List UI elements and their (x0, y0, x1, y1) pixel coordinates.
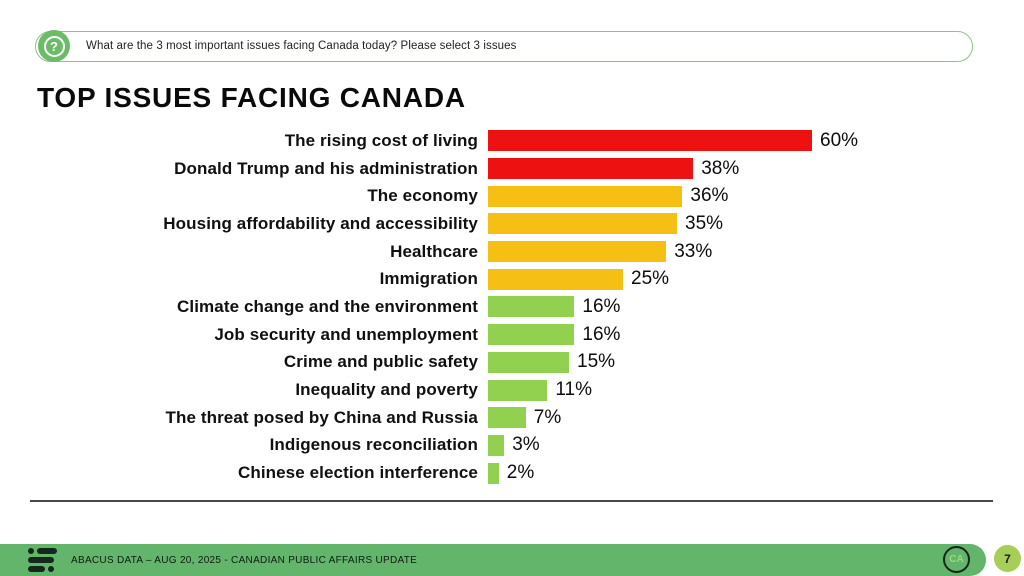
bar-row (0, 349, 1024, 377)
bar-row (0, 459, 1024, 487)
ca-badge (943, 546, 970, 573)
bar-value: 16% (582, 323, 621, 345)
bar-value: 35% (685, 212, 724, 234)
bar-value: 16% (582, 295, 621, 317)
bar-label: Climate change and the environment (177, 296, 478, 316)
footer-text: ABACUS DATA – AUG 20, 2025 - CANADIAN PUBLIC AFFAIRS UPDATE (71, 554, 418, 566)
bar (488, 380, 547, 401)
logo-dot (28, 548, 34, 554)
bar (488, 435, 504, 456)
bar-value: 33% (674, 240, 713, 262)
bar-row (0, 293, 1024, 321)
logo-bead (37, 548, 57, 554)
bar (488, 463, 499, 484)
bar-value: 7% (533, 406, 562, 428)
bar-label: Indigenous reconciliation (269, 435, 478, 455)
bar-label: Chinese election interference (237, 463, 478, 483)
logo-row (28, 548, 57, 554)
bar-row (0, 155, 1024, 183)
bar-label: Housing affordability and accessibility (163, 213, 478, 233)
footer-bar (0, 544, 986, 576)
page-number: 7 (1004, 551, 1011, 566)
bar-value: 3% (512, 434, 540, 456)
bar-row (0, 376, 1024, 404)
bar-label: Immigration (379, 269, 478, 289)
bar-label: Donald Trump and his administration (174, 158, 478, 178)
bar-value: 11% (555, 379, 593, 401)
bar (488, 352, 569, 373)
question-icon (38, 30, 70, 62)
bar-value: 60% (820, 129, 859, 151)
bar (488, 130, 812, 151)
question-text: What are the 3 most important issues facing Canada today? Please select 3 issues (86, 40, 517, 52)
bar-label: The rising cost of living (284, 130, 478, 150)
bar (488, 186, 682, 207)
bar (488, 241, 666, 262)
logo-bead (28, 566, 45, 572)
bar-label: The economy (367, 186, 478, 206)
bar-label: Crime and public safety (283, 352, 478, 372)
bar-row (0, 127, 1024, 155)
bar-chart (0, 127, 1024, 487)
question-bar (35, 31, 973, 62)
bar (488, 158, 693, 179)
bar-row (0, 321, 1024, 349)
bar (488, 407, 526, 428)
bar-value: 36% (690, 185, 729, 207)
bar (488, 324, 574, 345)
bar-label: Inequality and poverty (295, 380, 478, 400)
bar (488, 296, 574, 317)
bar-row (0, 265, 1024, 293)
bar-label: Job security and unemployment (214, 324, 478, 344)
logo-row (28, 566, 57, 572)
separator-line (30, 500, 993, 502)
ca-badge-label: CA (949, 554, 964, 565)
bar-label: The threat posed by China and Russia (165, 407, 478, 427)
bar-value: 38% (701, 157, 740, 179)
page-title: TOP ISSUES FACING CANADA (37, 82, 466, 113)
logo-row (28, 557, 57, 563)
bar-row (0, 182, 1024, 210)
bar-value: 15% (577, 351, 616, 373)
question-icon-ring (44, 36, 65, 57)
question-icon-glyph: ? (50, 38, 58, 54)
page-number-badge (994, 545, 1021, 572)
bar-row (0, 238, 1024, 266)
bar-row (0, 432, 1024, 460)
bar-label: Healthcare (390, 241, 478, 261)
logo-dot (48, 566, 54, 572)
logo-bead (28, 557, 54, 563)
bar (488, 269, 623, 290)
bar (488, 213, 677, 234)
bar-value: 2% (506, 462, 535, 484)
abacus-data-logo (28, 548, 57, 572)
bar-row (0, 210, 1024, 238)
bar-row (0, 404, 1024, 432)
bar-value: 25% (631, 268, 670, 290)
